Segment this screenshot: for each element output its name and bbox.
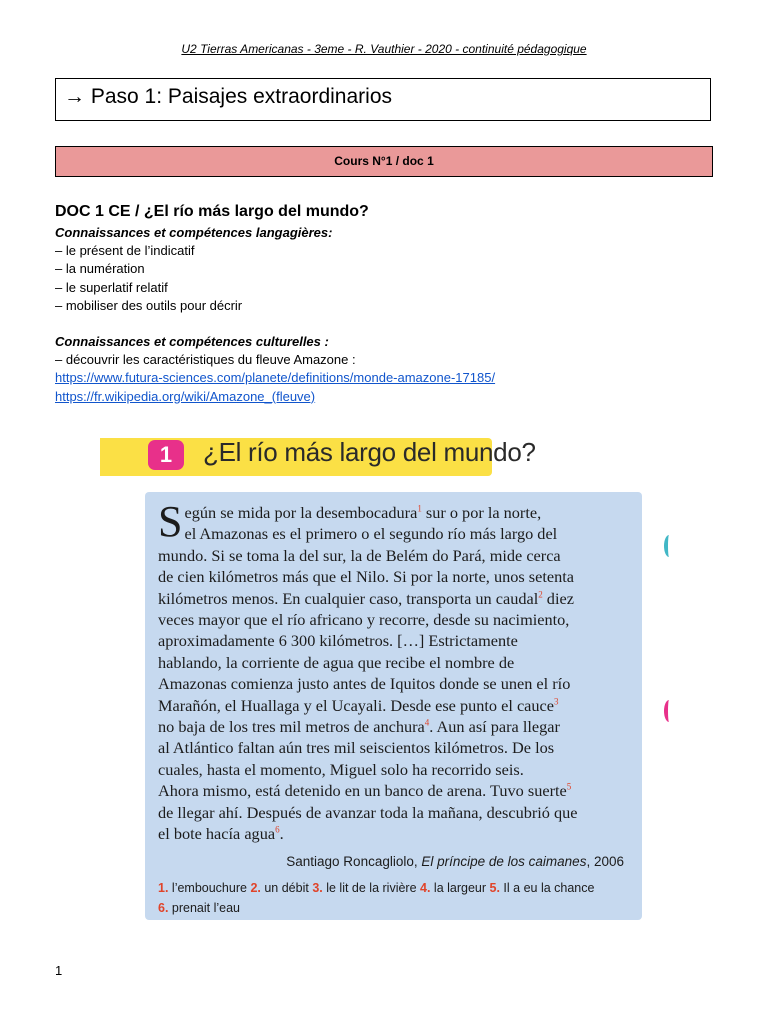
wikipedia-link[interactable]: https://fr.wikipedia.org/wiki/Amazone_(fleuve) <box>55 388 316 404</box>
note-text: prenait l’eau <box>168 900 241 915</box>
footnote-marker: 4 <box>424 717 430 728</box>
note-text: la largeur <box>430 880 490 895</box>
text-extract <box>145 492 642 920</box>
footnote-marker: 2 <box>538 589 543 600</box>
text-line: diez <box>542 588 574 608</box>
list-item: – la numération <box>55 261 145 277</box>
list-item: – mobiliser des outils pour décrir <box>55 297 243 313</box>
text-line: kilómetros menos. En cualquier caso, transporta un caudal <box>158 588 539 608</box>
document-title: ¿El río más largo del mundo? <box>203 437 536 467</box>
step-title-box: → Paso 1: Paisajes extraordinarios <box>55 78 711 121</box>
note-number: 1. <box>158 880 169 895</box>
text-line: cuales, hasta el momento, Miguel solo ha recorrido seis. <box>158 759 524 779</box>
text-line: Amazonas comienza justo antes de Iquitos donde se unen el río <box>158 674 571 694</box>
text-line: mundo. Si se toma la del sur, la de Belém do Pará, mide cerca <box>158 545 561 565</box>
culturelles-intro: – découvrir les caractéristiques du fleuve Amazone : <box>55 352 356 368</box>
document-banner <box>100 434 536 478</box>
source-year: , 2006 <box>586 853 624 869</box>
document-number-badge: 1 <box>148 440 184 470</box>
text-line: el Amazonas es el primero o el segundo río más largo del <box>184 524 558 544</box>
text-line: Ahora mismo, está detenido en un banco de arena. Tuvo suerte <box>158 781 567 801</box>
text-line: de llegar ahí. Después de avanzar toda la mañana, descubrió que <box>158 802 578 822</box>
vocabulary-notes <box>158 878 632 918</box>
futura-sciences-link[interactable]: https://www.futura-sciences.com/planete/definitions/monde-amazone-17185/ <box>55 370 496 386</box>
note-text: le lit de la rivière <box>322 880 421 895</box>
text-line: de cien kilómetros más que el Nilo. Si por la norte, unos setenta <box>158 567 574 587</box>
source-title: El príncipe de los caimanes <box>421 853 587 869</box>
langagieres-title: Connaissances et compétences langagières: <box>55 225 333 240</box>
page-number: 1 <box>55 963 63 978</box>
text-line: no baja de los tres mil metros de anchura <box>158 717 425 737</box>
text-line: sur o por la norte, <box>421 503 542 522</box>
doc-heading: DOC 1 CE / ¿El río más largo del mundo? <box>55 203 369 220</box>
note-number: 2. <box>250 880 261 895</box>
text-line: . <box>279 824 284 844</box>
list-item: – le présent de l’indicatif <box>55 243 195 259</box>
text-line: al Atlántico faltan aún tres mil seiscientos kilómetros. De los <box>158 738 555 758</box>
text-line: egún se mida por la desembocadura <box>184 503 418 522</box>
decorative-arc-icon <box>664 535 674 557</box>
note-text: un débit <box>260 880 313 895</box>
drop-cap: S <box>158 497 183 546</box>
note-text: Il a eu la chance <box>499 880 595 895</box>
source-author: Santiago Roncagliolo, <box>286 853 422 869</box>
list-item: – le superlatif relatif <box>55 279 168 295</box>
note-number: 4. <box>420 880 431 895</box>
text-line: aproximadamente 6 300 kilómetros. […] Estrictamente <box>158 631 518 651</box>
footnote-marker: 1 <box>417 503 422 514</box>
footnote-marker: 3 <box>554 696 559 707</box>
text-line: Marañón, el Huallaga y el Ucayali. Desde ese punto el cauce <box>158 695 555 715</box>
competences-langagieres <box>55 224 332 315</box>
footnote-marker: 5 <box>566 781 572 792</box>
text-line: veces mayor que el río africano y recorre, desde su nacimiento, <box>158 610 570 630</box>
page-header: U2 Tierras Americanas - 3eme - R. Vauthier - 2020 - continuité pédagogique <box>181 42 587 56</box>
note-text: l’embouchure <box>168 880 251 895</box>
text-line: . Aun así para llegar <box>429 717 560 737</box>
text-line: hablando, la corriente de agua que recibe el nombre de <box>158 652 515 672</box>
source-citation <box>158 851 632 872</box>
note-number: 6. <box>158 900 169 915</box>
competences-culturelles <box>55 333 495 406</box>
note-number: 3. <box>312 880 323 895</box>
culturelles-title: Connaissances et compétences culturelles : <box>55 334 329 349</box>
decorative-arc-icon <box>664 700 674 722</box>
note-number: 5. <box>489 880 500 895</box>
text-line: el bote hacía agua <box>158 824 276 844</box>
cours-box: Cours N°1 / doc 1 <box>55 146 713 177</box>
footnote-marker: 6 <box>275 824 280 835</box>
